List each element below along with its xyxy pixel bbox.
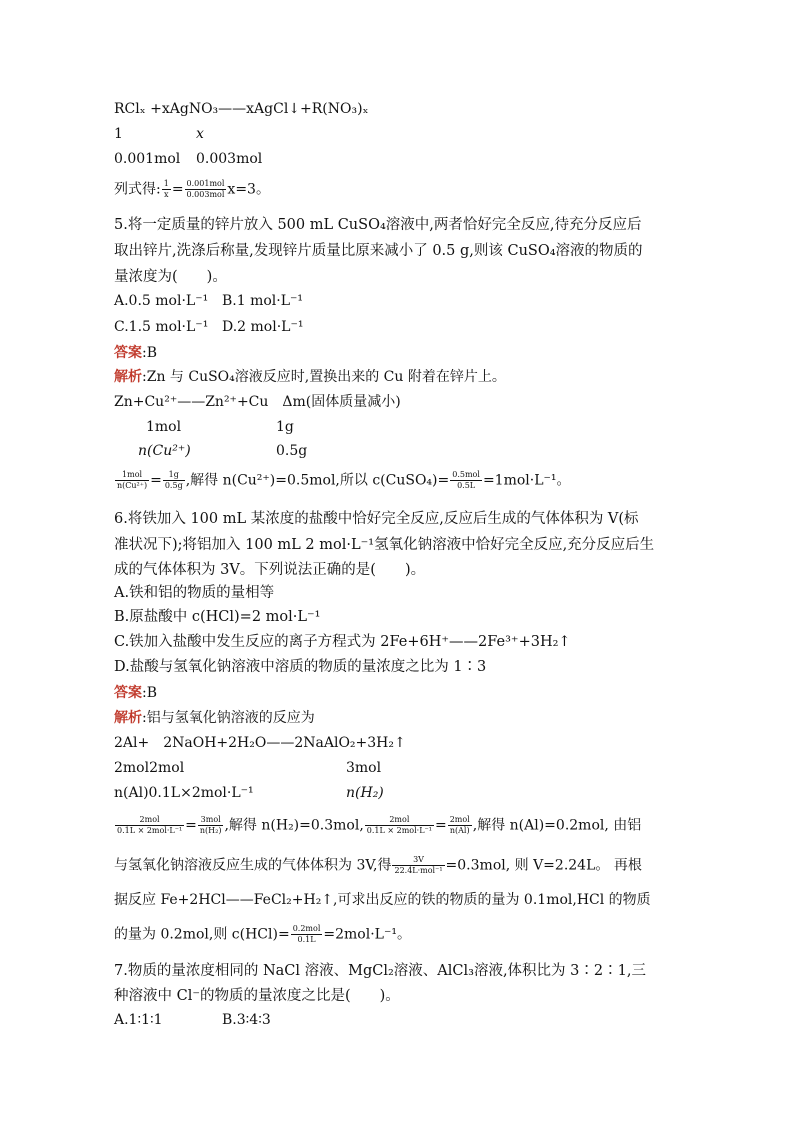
fraction [392, 855, 444, 876]
q6-option-a: A.铁和铝的物质的量相等 [114, 585, 275, 601]
calc-text: =0.3mol, 则 V=2.24L。 再根 [445, 857, 642, 874]
q6-option-c: C.铁加入盐酸中发生反应的离子方程式为 2Fe+6H⁺——2Fe³⁺+3H₂↑ [114, 634, 571, 650]
coef-1: 1 [114, 126, 123, 142]
fraction [291, 924, 323, 945]
frac-den: n(Cu²⁺) [117, 481, 148, 490]
q5-row2-b: 0.5g [276, 443, 308, 459]
calc-text: ,解得 n(H₂)=0.3mol, [224, 817, 364, 834]
fraction-mol-ratio [185, 179, 227, 200]
q6-row2-a: n(Al)0.1L×2mol·L⁻¹ [114, 785, 254, 801]
frac-den: 22.4L·mol⁻¹ [394, 866, 443, 875]
q7-option-a: A.1∶1∶1 [114, 1012, 163, 1028]
mol-a: 0.001mol [114, 151, 181, 167]
answer-value: :B [142, 345, 158, 361]
analysis-text: :铝与氢氧化钠溶液的反应为 [142, 710, 315, 726]
frac-den: 0.1L × 2mol·L⁻¹ [366, 826, 432, 835]
frac-den: 0.003mol [186, 190, 225, 199]
list-equation-line: 列式得: $\frac{1}{x}$ = $\frac{\text{0.001mol}}{\text{0.003mol}}$ x=3。 [114, 179, 270, 199]
fraction [198, 815, 224, 836]
q5-row2-a: n(Cu²⁺) [138, 443, 191, 459]
q6-row2-b: n(H₂) [346, 785, 384, 801]
frac-num: 2mol [365, 815, 434, 826]
frac-num: 2mol [115, 815, 184, 826]
q6-option-d: D.盐酸与氢氧化钠溶液中溶质的物质的量浓度之比为 1∶3 [114, 659, 487, 675]
frac-den: 0.1L [297, 935, 316, 944]
fraction [115, 470, 149, 491]
q7-option-b: B.3∶4∶3 [222, 1012, 271, 1028]
q5-answer [114, 344, 157, 362]
frac-num: 1g [163, 470, 185, 481]
q5-row1-a: 1mol [146, 419, 182, 435]
calc-text: 与氢氧化钠溶液反应生成的气体体积为 3V,得 [114, 857, 392, 874]
q5-stem-line1: 5.将一定质量的锌片放入 500 mL CuSO₄溶液中,两者恰好完全反应,待充分反应后 [114, 217, 642, 233]
list-suffix: x=3。 [227, 181, 270, 198]
q5-option-b: B.1 mol·L⁻¹ [222, 293, 304, 309]
fraction-1-over-x [162, 179, 171, 200]
frac-den: 0.5g [164, 481, 183, 490]
q6-calculation-line1: $\frac{\text{2mol}}{\text{0.1L × 2mol·L⁻¹}}$ = $\frac{\text{3mol}}{\text{n(H₂)}}$ ,解得 n(H₂)=0.3mol, $\frac{\text{2mol}}{\text{0.1L × 2mol·L⁻¹}}$ = $\frac{\text{2mol}}{n(Al)}$ ,解得 n(Al)=0.2mol, 由铝 [117, 815, 642, 835]
coef-x: x [196, 126, 204, 142]
mol-b: 0.003mol [196, 151, 263, 167]
frac-num: 3mol [198, 815, 224, 826]
q5-analysis [114, 368, 506, 386]
frac-num: 1 [163, 179, 169, 188]
q6-row1-b: 3mol [346, 760, 382, 776]
q6-calculation-line2 [114, 855, 642, 876]
q5-calculation: $\frac{\text{1mol}}{\text{n(Cu²⁺)}}$ = $\frac{1g}{0.5g}$ ,解得 n(Cu²⁺)=0.5mol,所以 c(CuSO₄)= $\frac{\text{0.5mol}}{0.5L}$ =1mol·L⁻¹。 [117, 470, 571, 490]
q6-stem-line3: 成的气体体积为 3V。下列说法正确的是( )。 [114, 562, 426, 578]
q6-row1-a: 2mol2mol [114, 760, 185, 776]
answer-value: :B [142, 685, 158, 701]
answer-label: 答案 [114, 345, 142, 361]
q7-stem-line2: 种溶液中 Cl⁻的物质的量浓度之比是( )。 [114, 988, 400, 1004]
analysis-text: :Zn 与 CuSO₄溶液反应时,置换出来的 Cu 附着在锌片上。 [142, 369, 506, 385]
answer-label: 答案 [114, 685, 142, 701]
calc-end: =1mol·L⁻¹。 [482, 472, 571, 489]
q5-stem-line3: 量浓度为( )。 [114, 269, 227, 285]
list-prefix: 列式得: [114, 181, 161, 198]
fraction [450, 470, 482, 491]
frac-den: 0.5L [457, 481, 476, 490]
frac-den: n(Al) [449, 826, 470, 835]
frac-den: x [164, 190, 169, 199]
q6-equation: 2Al+ 2NaOH+2H₂O——2NaAlO₂+3H₂↑ [114, 735, 406, 751]
frac-num: 0.2mol [292, 924, 321, 933]
equation-rclx: RClₓ +xAgNO₃——xAgCl↓+R(NO₃)ₓ [114, 101, 369, 117]
frac-den: n(H₂) [199, 826, 222, 835]
calc-text: ,解得 n(Al)=0.2mol, 由铝 [472, 817, 642, 834]
frac-num: 1mol [115, 470, 149, 481]
frac-num: 0.001mol [186, 179, 225, 188]
q6-calculation-line3: 据反应 Fe+2HCl——FeCl₂+H₂↑,可求出反应的铁的物质的量为 0.1mol,HCl 的物质 [114, 892, 651, 908]
fraction [163, 470, 185, 491]
analysis-label: 解析 [114, 369, 142, 385]
calc-end: =2mol·L⁻¹。 [323, 926, 411, 943]
calc-text: ,解得 n(Cu²⁺)=0.5mol,所以 c(CuSO₄)= [185, 472, 450, 489]
q6-calculation-line4 [114, 924, 411, 945]
q6-stem-line1: 6.将铁加入 100 mL 某浓度的盐酸中恰好完全反应,反应后生成的气体体积为 V(标 [114, 511, 639, 527]
q6-analysis [114, 709, 315, 727]
q5-option-a: A.0.5 mol·L⁻¹ [114, 293, 209, 309]
frac-den: 0.1L × 2mol·L⁻¹ [117, 826, 183, 835]
analysis-label: 解析 [114, 710, 142, 726]
q5-option-d: D.2 mol·L⁻¹ [222, 319, 304, 335]
fraction [365, 815, 434, 836]
frac-num: 2mol [449, 815, 470, 824]
q5-option-c: C.1.5 mol·L⁻¹ [114, 319, 209, 335]
q5-row1-b: 1g [276, 419, 294, 435]
q6-option-b: B.原盐酸中 c(HCl)=2 mol·L⁻¹ [114, 609, 321, 625]
q7-stem-line1: 7.物质的量浓度相同的 NaCl 溶液、MgCl₂溶液、AlCl₃溶液,体积比为 3∶2∶1,三 [114, 963, 646, 979]
q5-equation: Zn+Cu²⁺——Zn²⁺+Cu Δm(固体质量减小) [114, 394, 401, 410]
fraction [115, 815, 184, 836]
q5-stem-line2: 取出锌片,洗涤后称量,发现锌片质量比原来减小了 0.5 g,则该 CuSO₄溶液的物质的 [114, 243, 643, 259]
q6-stem-line2: 准状况下);将铝加入 100 mL 2 mol·L⁻¹氢氧化钠溶液中恰好完全反应,充分反应后生 [114, 537, 655, 553]
fraction [448, 815, 472, 836]
q6-answer [114, 684, 157, 702]
calc-text: 的量为 0.2mol,则 c(HCl)= [114, 926, 290, 943]
frac-num: 3V [392, 855, 444, 866]
frac-num: 0.5mol [452, 470, 480, 479]
